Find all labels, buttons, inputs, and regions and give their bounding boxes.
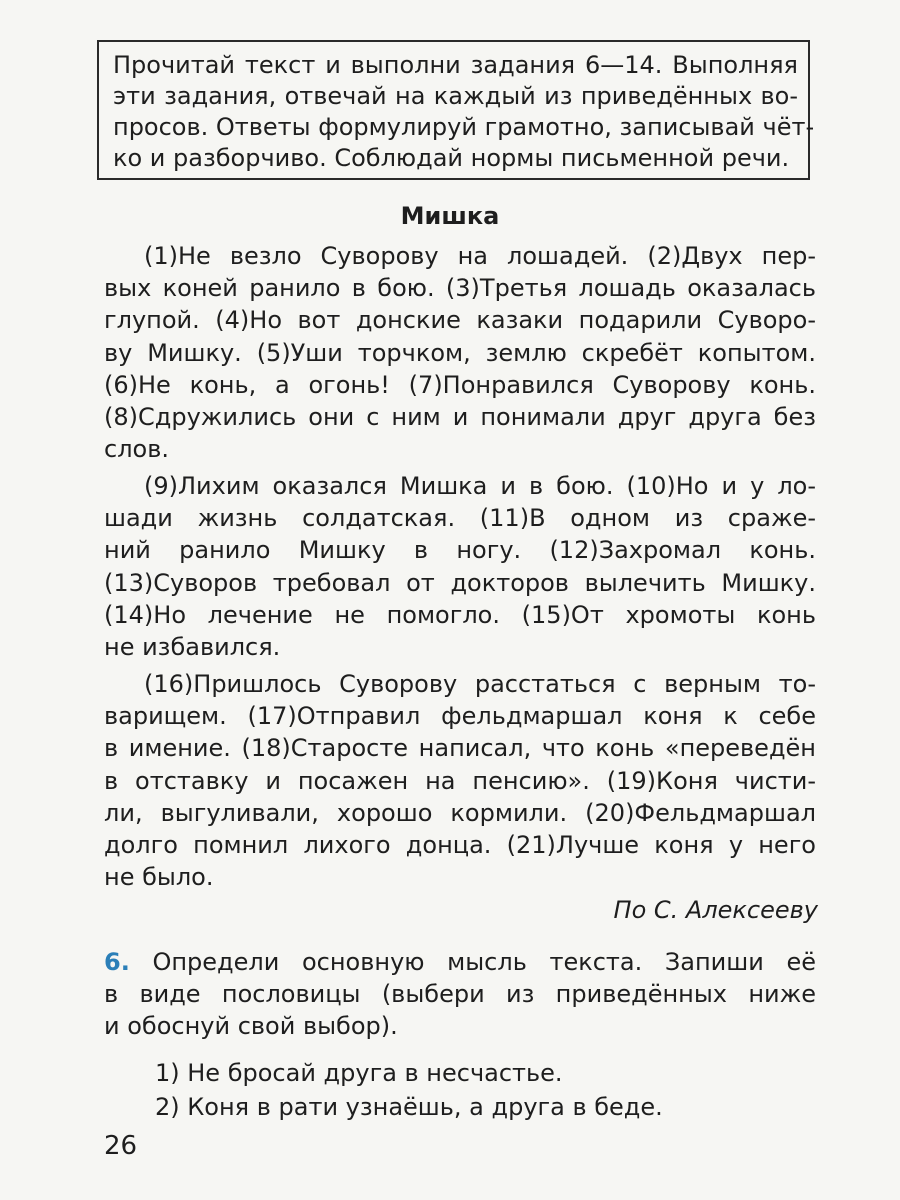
text-line: (9)Лихим оказался Мишка и в бою. (10)Но и у ло-: [144, 472, 816, 500]
text-line: ву Мишку. (5)Уши торчком, землю скребёт копытом.: [104, 338, 816, 367]
option-item: 2) Коня в рати узнаёшь, а друга в беде.: [155, 1093, 663, 1121]
instruction-line: просов. Ответы формулируй грамотно, записывай чёт-: [113, 113, 815, 141]
task-line: [104, 946, 816, 978]
text-line: вых коней ранило в бою. (3)Третья лошадь оказалась: [104, 274, 816, 303]
task-number: 6.: [104, 948, 130, 976]
text-line: в отставку и посажен на пенсию». (19)Коня чисти-: [104, 766, 816, 795]
text-line: ли, выгуливали, хорошо кормили. (20)Фельдмаршал: [104, 798, 816, 827]
text-line: (8)Сдружились они с ним и понимали друг друга без: [104, 402, 816, 431]
paragraph-1: [104, 240, 816, 465]
story-title: Мишка: [400, 202, 500, 230]
text-line: (1)Не везло Суворову на лошадей. (2)Двух пер-: [144, 242, 816, 270]
text-line: не было.: [104, 863, 214, 892]
instruction-line: ко и разборчиво. Соблюдай нормы письменной речи.: [113, 144, 790, 172]
task-line: и обоснуй свой выбор).: [104, 1012, 398, 1041]
text-line: слов.: [104, 435, 169, 464]
task-text: Определи основную мысль текста. Запиши её: [152, 948, 816, 976]
task-line: в виде пословицы (выбери из приведённых ниже: [104, 980, 816, 1009]
instruction-box: [97, 40, 815, 180]
instruction-line: эти задания, отвечай на каждый из приведённых во-: [113, 82, 798, 110]
instruction-line: Прочитай текст и выполни задания 6—14. Выполняя: [113, 51, 798, 79]
text-line: не избавился.: [104, 632, 281, 661]
text-line: варищем. (17)Отправил фельдмаршал коня к себе: [104, 702, 816, 731]
text-line: ний ранило Мишку в ногу. (12)Захромал конь.: [104, 536, 816, 565]
paragraph-3: [104, 668, 816, 893]
text-line: (13)Суворов требовал от докторов вылечить Мишку.: [104, 568, 816, 597]
text-line: шади жизнь солдатская. (11)В одном из сраже-: [104, 504, 816, 533]
page-number: 26: [104, 1131, 138, 1161]
text-line: (14)Но лечение не помогло. (15)От хромоты конь: [104, 600, 816, 629]
text-line: в имение. (18)Старосте написал, что конь «переведён: [104, 734, 816, 763]
text-line: долго помнил лихого донца. (21)Лучше коня у него: [104, 830, 816, 859]
author-attribution: По С. Алексееву: [613, 896, 818, 924]
task-6: [104, 946, 816, 1043]
text-line: глупой. (4)Но вот донские казаки подарили Суворо-: [104, 306, 816, 335]
text-line: (16)Пришлось Суворову расстаться с верным то-: [144, 670, 816, 698]
paragraph-2: [104, 470, 816, 663]
answer-options: [155, 1056, 663, 1124]
text-line: (6)Не конь, а огонь! (7)Понравился Суворову конь.: [104, 370, 816, 399]
option-item: 1) Не бросай друга в несчастье.: [155, 1059, 563, 1087]
